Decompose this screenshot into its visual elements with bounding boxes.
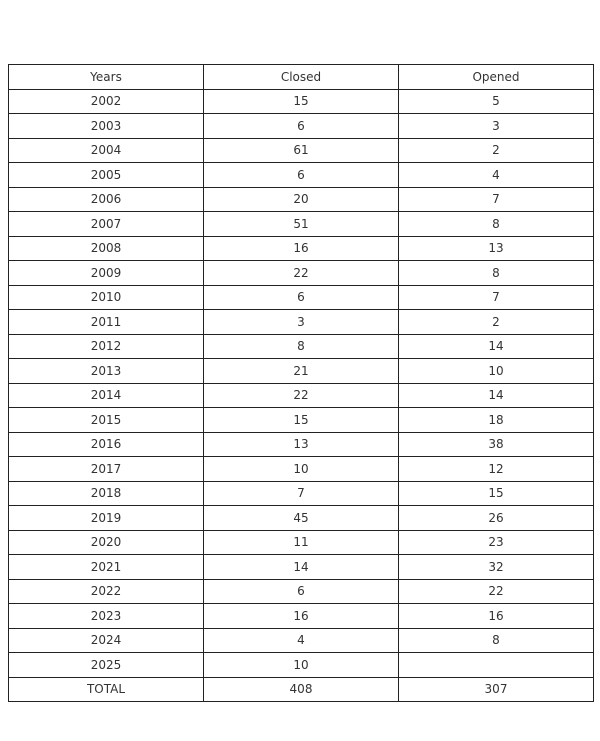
table-row (9, 628, 594, 653)
year-cell: 2018 (9, 481, 204, 506)
closed-cell: 16 (204, 604, 399, 629)
closed-cell: 16 (204, 236, 399, 261)
year-cell: 2015 (9, 408, 204, 433)
year-cell: 2011 (9, 310, 204, 335)
header-closed: Closed (204, 65, 399, 90)
closed-cell: 61 (204, 138, 399, 163)
year-cell: 2014 (9, 383, 204, 408)
opened-cell: 14 (399, 383, 594, 408)
closed-cell: 20 (204, 187, 399, 212)
table-row (9, 457, 594, 482)
closed-cell: 10 (204, 653, 399, 678)
year-cell: 2016 (9, 432, 204, 457)
opened-cell: 7 (399, 187, 594, 212)
table-header-row (9, 65, 594, 90)
opened-cell: 5 (399, 89, 594, 114)
table-row (9, 89, 594, 114)
year-cell: 2012 (9, 334, 204, 359)
table-row (9, 579, 594, 604)
closed-cell: 11 (204, 530, 399, 555)
table-row (9, 212, 594, 237)
table-row (9, 163, 594, 188)
table-body (9, 89, 594, 702)
year-cell: 2024 (9, 628, 204, 653)
table-row (9, 261, 594, 286)
year-cell: 2009 (9, 261, 204, 286)
closed-cell: 6 (204, 163, 399, 188)
table-row (9, 285, 594, 310)
closed-cell: 6 (204, 285, 399, 310)
closed-cell: 4 (204, 628, 399, 653)
opened-cell: 2 (399, 138, 594, 163)
closed-cell: 21 (204, 359, 399, 384)
opened-cell: 2 (399, 310, 594, 335)
table-row (9, 408, 594, 433)
year-cell: TOTAL (9, 677, 204, 702)
header-years: Years (9, 65, 204, 90)
opened-cell: 15 (399, 481, 594, 506)
total-row (9, 677, 594, 702)
closed-cell: 51 (204, 212, 399, 237)
year-cell: 2017 (9, 457, 204, 482)
table-row (9, 138, 594, 163)
opened-cell: 8 (399, 628, 594, 653)
year-cell: 2007 (9, 212, 204, 237)
closed-cell: 7 (204, 481, 399, 506)
year-cell: 2008 (9, 236, 204, 261)
opened-cell: 8 (399, 261, 594, 286)
year-cell: 2020 (9, 530, 204, 555)
year-cell: 2022 (9, 579, 204, 604)
year-cell: 2013 (9, 359, 204, 384)
year-cell: 2004 (9, 138, 204, 163)
opened-cell: 23 (399, 530, 594, 555)
opened-cell: 7 (399, 285, 594, 310)
closed-cell: 6 (204, 579, 399, 604)
opened-cell: 4 (399, 163, 594, 188)
table-row (9, 506, 594, 531)
table-row (9, 432, 594, 457)
closed-cell: 15 (204, 89, 399, 114)
table-row (9, 310, 594, 335)
opened-cell: 8 (399, 212, 594, 237)
years-closed-opened-table (8, 64, 594, 702)
year-cell: 2025 (9, 653, 204, 678)
year-cell: 2010 (9, 285, 204, 310)
year-cell: 2003 (9, 114, 204, 139)
table-row (9, 530, 594, 555)
table-row (9, 653, 594, 678)
table-row (9, 114, 594, 139)
closed-cell: 13 (204, 432, 399, 457)
opened-cell: 12 (399, 457, 594, 482)
closed-cell: 15 (204, 408, 399, 433)
table-row (9, 334, 594, 359)
year-cell: 2023 (9, 604, 204, 629)
table-row (9, 383, 594, 408)
table-row (9, 604, 594, 629)
opened-cell: 10 (399, 359, 594, 384)
closed-cell: 22 (204, 261, 399, 286)
closed-cell: 3 (204, 310, 399, 335)
closed-cell: 6 (204, 114, 399, 139)
year-cell: 2019 (9, 506, 204, 531)
opened-cell: 3 (399, 114, 594, 139)
opened-cell: 38 (399, 432, 594, 457)
table-row (9, 187, 594, 212)
closed-cell: 10 (204, 457, 399, 482)
table-row (9, 481, 594, 506)
opened-cell: 32 (399, 555, 594, 580)
opened-cell: 13 (399, 236, 594, 261)
table-row (9, 555, 594, 580)
opened-cell: 16 (399, 604, 594, 629)
opened-cell (399, 653, 594, 678)
opened-cell: 18 (399, 408, 594, 433)
closed-cell: 45 (204, 506, 399, 531)
closed-cell: 22 (204, 383, 399, 408)
header-opened: Opened (399, 65, 594, 90)
opened-cell: 14 (399, 334, 594, 359)
closed-cell: 8 (204, 334, 399, 359)
closed-cell: 14 (204, 555, 399, 580)
opened-cell: 26 (399, 506, 594, 531)
closed-cell: 408 (204, 677, 399, 702)
year-cell: 2006 (9, 187, 204, 212)
year-cell: 2002 (9, 89, 204, 114)
year-cell: 2021 (9, 555, 204, 580)
table-row (9, 359, 594, 384)
year-cell: 2005 (9, 163, 204, 188)
table-row (9, 236, 594, 261)
opened-cell: 307 (399, 677, 594, 702)
opened-cell: 22 (399, 579, 594, 604)
